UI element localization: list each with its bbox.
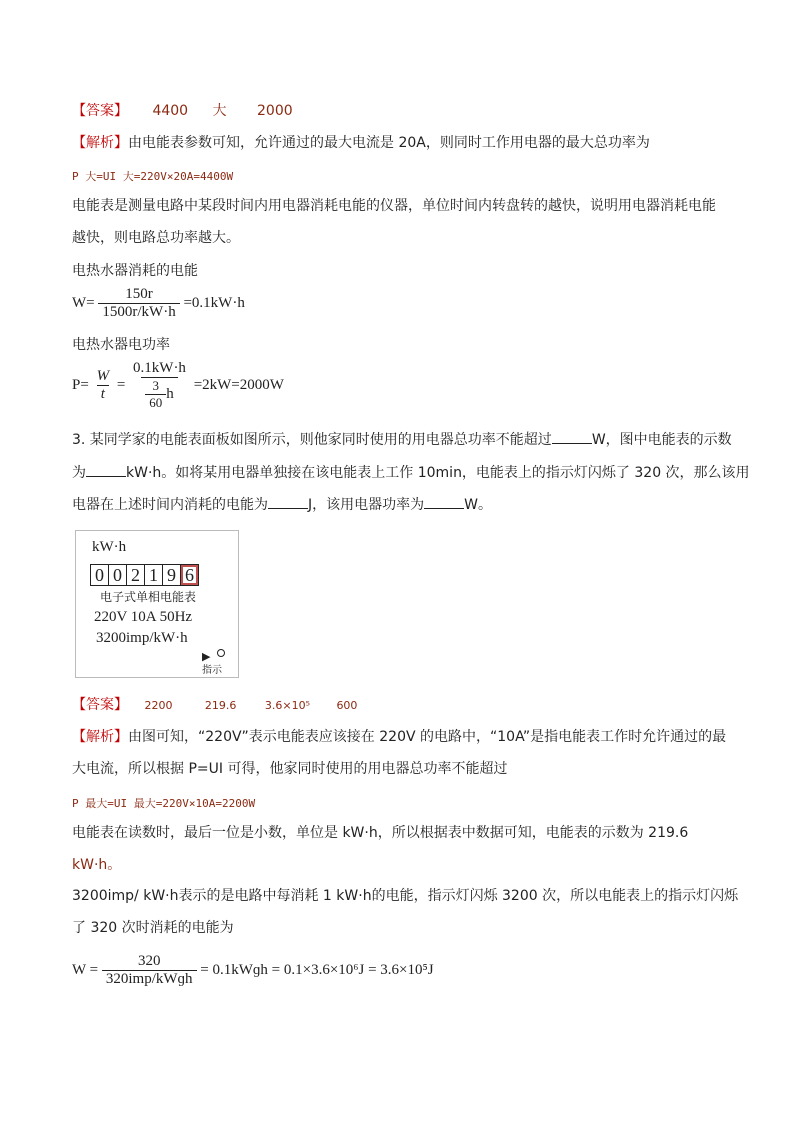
power-fraction-2: [129, 360, 190, 411]
energy-equation: [72, 286, 245, 321]
answer-value-2: 大: [212, 103, 227, 119]
energy-eq-lhs: W=: [72, 294, 95, 311]
energy-fraction: [98, 286, 179, 321]
question-3-text-3c: W。: [464, 497, 492, 513]
energy-equation-2: [72, 953, 434, 988]
question-3-text-2b: kW·h。如将某用电器单独接在该电能表上工作 10min，电能表上的指示灯闪烁了 320 次，那么该用: [126, 465, 750, 481]
energy-fraction-denominator: 1500r/kW·h: [98, 303, 179, 321]
consume-label: 电热水器消耗的电能: [72, 263, 198, 279]
answer-label: 【答案】: [72, 697, 128, 713]
meter-unit: kW·h: [92, 539, 127, 555]
time-fraction-denominator: 60: [145, 394, 166, 411]
power-fraction-2-numerator: 0.1kW·h: [133, 360, 186, 376]
analysis-2-line-2: 大电流，所以根据 P=UI 可得，他家同时使用的用电器总功率不能超过: [72, 761, 508, 777]
energy-fraction-2-numerator: 320: [137, 953, 161, 969]
meter-digit: 2: [127, 565, 145, 585]
power-label: 电热水器电功率: [72, 337, 170, 353]
meter-spec-imp: 3200imp/kW·h: [96, 630, 188, 646]
meter-digits: [90, 564, 199, 586]
question-3-line-2: [72, 464, 750, 482]
meter-digit: 0: [91, 565, 109, 585]
energy-eq-2-rhs: = 0.1kWɡh = 0.1×3.6×10⁶J = 3.6×10⁵J: [200, 961, 434, 978]
meter-digit: 9: [163, 565, 181, 585]
energy-fraction-2-denominator: 320imp/kWɡh: [102, 970, 197, 988]
question-3-line-3: [72, 496, 492, 514]
analysis-2-line-4: kW·h。: [72, 857, 122, 873]
analysis-2-line-1: [72, 728, 726, 746]
electric-meter-figure: [75, 530, 239, 678]
meter-name: 电子式单相电能表: [100, 590, 197, 604]
max-power-equation: P 大=UI 大=220V×20A=4400W: [72, 170, 234, 183]
answer-value-3: 3.6×10⁵: [264, 699, 310, 712]
blank-meter-reading[interactable]: [86, 464, 126, 477]
power-fraction-1-numerator: W: [96, 368, 110, 384]
power-equation: [72, 360, 284, 411]
indicator-lamp-icon: [217, 649, 225, 657]
answer-line-1: [72, 102, 293, 120]
energy-eq-2-lhs: W =: [72, 961, 99, 978]
paragraph-1-line-1: 电能表是测量电路中某段时间内用电器消耗电能的仪器，单位时间内转盘转的越快，说明用电器消耗电能: [72, 198, 716, 214]
power-fraction-1: [93, 368, 114, 403]
answer-label: 【答案】: [72, 103, 128, 119]
power-fraction-2-denominator: [141, 377, 178, 411]
analysis-text: 由电能表参数可知，允许通过的最大电流是 20A，则同时工作用电器的最大总功率为: [128, 135, 650, 151]
question-3-text-2a: 为: [72, 465, 86, 481]
analysis-2-text-1: 由图可知，“220V”表示电能表应该接在 220V 的电路中，“10A”是指电能表工作时允许通过的最: [128, 729, 727, 745]
meter-spec-rating: 220V 10A 50Hz: [94, 609, 193, 625]
power-eq-rhs: =2kW=2000W: [193, 376, 284, 393]
energy-fraction-numerator: 150r: [125, 286, 153, 302]
time-unit: h: [166, 385, 174, 402]
meter-decimal-digit: 6: [181, 565, 198, 585]
answer-line-2: [72, 696, 357, 715]
answer-value-1: 2200: [144, 699, 173, 712]
power-eq-lhs: P=: [72, 376, 89, 393]
energy-eq-rhs: =0.1kW·h: [183, 294, 245, 311]
blank-max-power[interactable]: [552, 431, 592, 444]
meter-digit: 1: [145, 565, 163, 585]
blank-power[interactable]: [424, 496, 464, 509]
analysis-2-line-6: 了 320 次时消耗的电能为: [72, 920, 234, 936]
question-3-line-1: [72, 431, 732, 449]
question-3-text-1a: 3. 某同学家的电能表面板如图所示，则他家同时使用的用电器总功率不能超过: [72, 432, 552, 448]
question-3-text-3a: 电器在上述时间内消耗的电能为: [72, 497, 268, 513]
energy-fraction-2: [102, 953, 197, 988]
question-3-text-1b: W，图中电能表的示数: [591, 432, 732, 448]
analysis-label: 【解析】: [72, 729, 128, 745]
answer-value-1: 4400: [152, 103, 189, 119]
blank-energy[interactable]: [268, 496, 308, 509]
analysis-label: 【解析】: [72, 135, 128, 151]
max-power-equation-2: P 最大=UI 最大=220V×10A=2200W: [72, 797, 256, 810]
power-fraction-1-denominator: t: [97, 385, 109, 403]
answer-value-4: 600: [336, 699, 358, 712]
meter-digit: 0: [109, 565, 127, 585]
question-3-text-3b: J，该用电器功率为: [308, 497, 425, 513]
analysis-line-1: [72, 134, 650, 152]
paragraph-1-line-2: 越快，则电路总功率越大。: [72, 230, 240, 246]
indicator-label: 指示: [202, 665, 222, 676]
answer-value-3: 2000: [257, 103, 293, 119]
indicator-arrow-icon: ▶: [202, 651, 211, 663]
analysis-2-line-3: 电能表在读数时，最后一位是小数，单位是 kW·h，所以根据表中数据可知，电能表的示数为 219.6: [72, 825, 689, 841]
answer-value-2: 219.6: [204, 699, 237, 712]
time-fraction-numerator: 3: [152, 378, 159, 393]
analysis-2-line-5: 3200imp/ kW·h表示的是电路中每消耗 1 kW·h的电能，指示灯闪烁 3200 次，所以电能表上的指示灯闪烁: [72, 888, 739, 904]
time-fraction: [145, 378, 166, 411]
power-eq-equals: =: [116, 376, 126, 393]
